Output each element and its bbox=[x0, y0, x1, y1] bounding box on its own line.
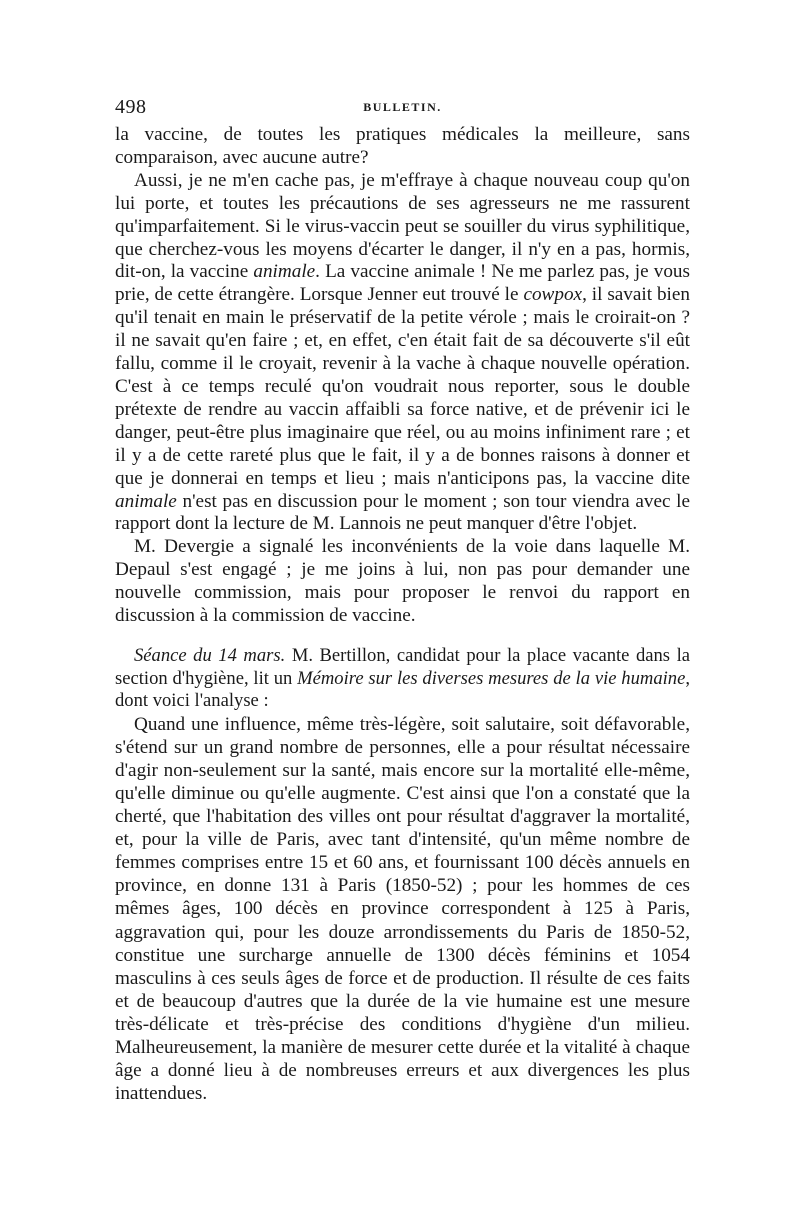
section-gap bbox=[115, 628, 690, 645]
paragraph-text: la vaccine, de toutes les pratiques médicales la meilleure, sans comparaison, avec aucune autre? bbox=[115, 124, 690, 168]
paragraph-text: M. Devergie a signalé les inconvénients de la voie dans laquelle M. Depaul s'est engagé ; je me joins à lui, non pas pour demander une nouvelle commission, mais pour proposer le renvoi du rapport en discussion à la commission de vaccine. bbox=[115, 536, 690, 627]
seance-section bbox=[115, 645, 690, 1105]
page-number: 498 bbox=[115, 96, 147, 118]
italic-term: animale bbox=[253, 261, 316, 283]
seance-date: Séance du 14 mars. bbox=[134, 644, 286, 666]
paragraph-devergie bbox=[115, 536, 690, 628]
italic-term: animale bbox=[115, 490, 177, 512]
running-title: BULLETIN. bbox=[363, 100, 442, 114]
paragraph-text: Aussi, je ne m'en cache pas, je m'effraye à chaque nouveau coup qu'on lui porte, et toutes les précautions de ses agresseurs ne me rassurent qu'imparfaitement. Si le virus-vaccin peut se souiller du virus syphilitique, que cherchez-vous les moyens d'écarter le danger, il n'y en a pas, hormis, dit-on, la vaccine bbox=[115, 169, 690, 283]
paragraph-text: Quand une influence, même très-légère, soit salutaire, soit défavorable, s'étend sur un grand nombre de personnes, elle a pour résultat nécessaire d'agir non-seulement sur la santé, mais encore sur la mortalité elle-même, qu'elle diminue ou qu'elle augmente. C'est ainsi que l'on a constaté que la cherté, que l'habitation des villes ont pour résultat d'aggraver la mortalité, et, pour la ville de Paris, avec tant d'intensité, qu'un même nombre de femmes comprises entre 15 et 60 ans, et fournissant 100 décès annuels en province, en donne 131 à Paris (1850-52) ; pour les hommes de ces mêmes âges, 100 décès en province correspondent à 125 à Paris, aggravation qui, pour les douze arrondissements du Paris de 1850-52, constitue une surcharge annuelle de 1300 décès féminins et 1054 masculins à ces seuls âges de force et de production. Il résulte de ces faits et de beaucoup d'autres que la durée de la vie humaine est une mesure très-délicate et très-précise des conditions d'hygiène d'un milieu. Malheureusement, la manière de mesurer cette durée et la vitalité à chaque âge a donné lieu à de nombreuses erreurs et aux divergences les plus inattendues. bbox=[115, 713, 690, 1105]
page-header bbox=[115, 96, 690, 122]
paragraph-aussi bbox=[115, 170, 690, 537]
book-page bbox=[115, 96, 690, 1105]
italic-term: cowpox bbox=[523, 284, 583, 306]
paragraph-text: , il savait bien qu'il tenait en main le préservatif de la petite vérole ; mais le croirait-on ? il ne savait qu'en faire ; et, en effet, c'en était fait de sa découverte s'il eût fallu, comme il le croyait, revenir à la vache à chaque nouvelle opération. C'est à ce temps reculé qu'on voudrait nous reporter, sous le double prétexte de rendre au vaccin affaibli sa force native, et de prévenir ici le danger, peut-être plus imaginaire que réel, ou au moins infiniment rare ; et il y a de cette rareté plus que le fait, il y a de bonnes raisons à donner et que je donnerai en temps et lieu ; mais n'anticipons pas, la vaccine dite bbox=[115, 284, 690, 489]
seance-intro bbox=[115, 645, 690, 713]
paragraph-analyse bbox=[115, 713, 690, 1106]
paragraph-text: M. Bertillon, candidat pour la place vacante dans la section d'hygiène, lit un bbox=[115, 644, 690, 689]
paragraph-continuation bbox=[115, 124, 690, 170]
memoire-title: Mémoire sur les diverses mesures de la vie humaine bbox=[297, 667, 686, 689]
paragraph-text: n'est pas en discussion pour le moment ; son tour viendra avec le rapport dont la lecture de M. Lannois ne peut manquer d'être l'objet. bbox=[115, 490, 690, 535]
paragraph-text: , dont voici l'analyse : bbox=[115, 667, 690, 712]
paragraph-text: . La vaccine animale ! Ne me parlez pas, je vous prie, de cette étrangère. Lorsque Jenner eut trouvé le bbox=[115, 261, 690, 306]
